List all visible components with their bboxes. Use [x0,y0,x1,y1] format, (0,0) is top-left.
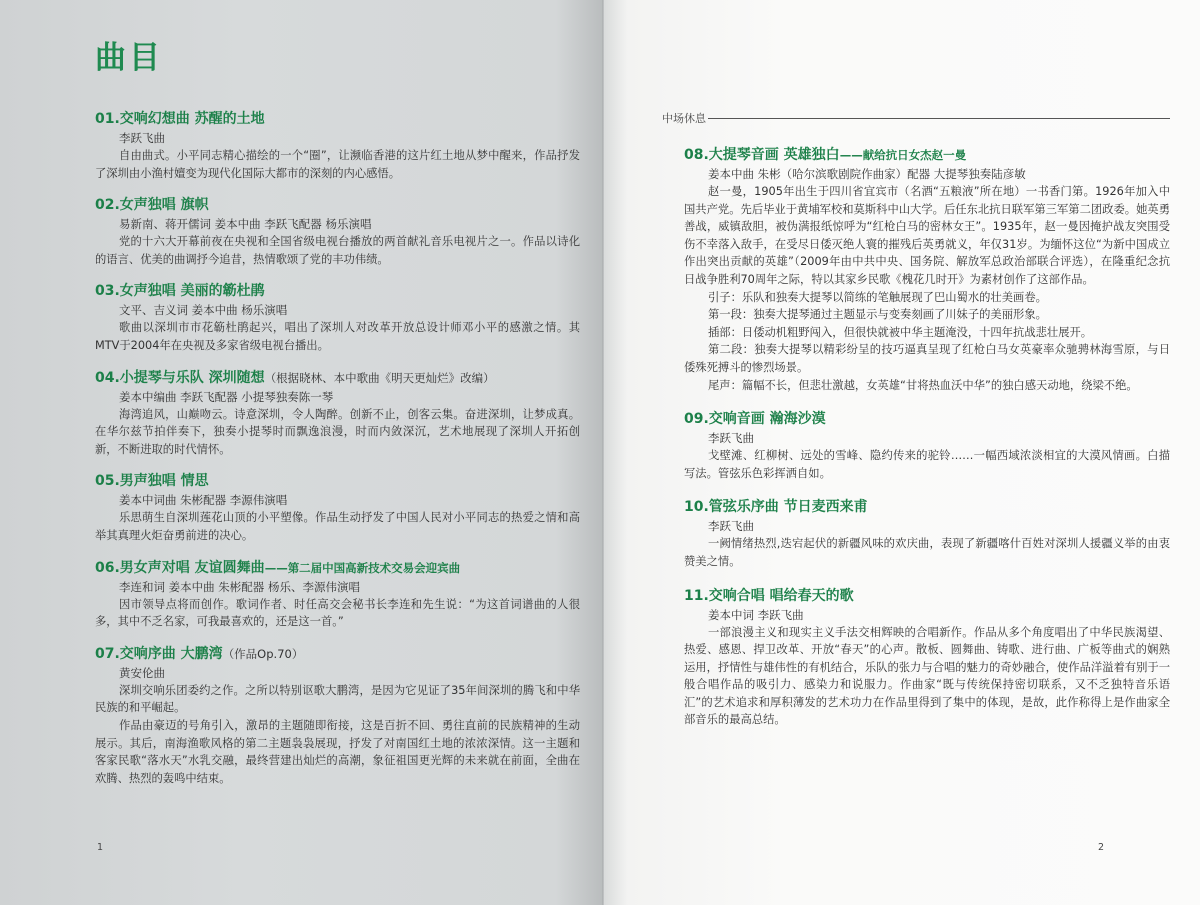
program-item [95,559,580,631]
program-item-description: 歌曲以深圳市市花簕杜鹃起兴，唱出了深圳人对改革开放总设计师邓小平的感激之情。其MTV于2004年在央视及多家省级电视台播出。 [95,321,580,352]
program-item-title: 02.女声独唱 旗帜 [95,197,209,214]
program-item-credit: 李连和词 姜本中曲 朱彬配器 杨乐、李源伟演唱 [119,579,360,594]
program-item-description: 第一段：独奏大提琴通过主题显示与变奏刻画了川妹子的美丽形象。 [708,308,1047,322]
program-item-title-row [684,146,1170,165]
program-item-description: 第二段：独奏大提琴以精彩纷呈的技巧逼真呈现了红枪白马女英豪率众驰骋林海雪原，与日倭殊死搏斗的惨烈场景。 [684,343,1170,374]
program-item-description: 乐思萌生自深圳莲花山顶的小平塑像。作品生动抒发了中国人民对小平同志的热爱之情和高举其真理火炬奋勇前进的决心。 [95,511,580,542]
right-page [604,0,1200,905]
program-item-title-note: （作品Op.70） [222,646,304,661]
program-item-title: 10.管弦乐序曲 节日麦西来甫 [684,499,868,516]
program-item-credit: 易新南、蒋开儒词 姜本中曲 李跃飞配器 杨乐演唱 [119,217,372,232]
program-item-credit: 文平、吉义词 姜本中曲 杨乐演唱 [119,303,288,318]
program-item [95,196,580,268]
program-item-title-note: （根据晓林、本中歌曲《明天更灿烂》改编） [264,370,495,385]
program-item [684,587,1170,730]
program-item-credit: 黄安伦曲 [119,665,165,680]
program-item-subtitle: ——献给抗日女杰赵一曼 [839,148,967,162]
program-item-description: 深圳交响乐团委约之作。之所以特别讴歌大鹏湾，是因为它见证了35年间深圳的腾飞和中华民族的和平崛起。 [95,683,580,715]
program-item-subtitle: ——第二届中国高新技术交易会迎宾曲 [264,560,461,575]
program-item-description: 引子：乐队和独奏大提琴以简练的笔触展现了巴山蜀水的壮美画卷。 [708,290,1047,304]
program-item-credit: 李跃飞曲 [708,431,754,446]
program-item-title: 08.大提琴音画 英雄独白 [684,147,840,163]
program-item-credit: 姜本中词 李跃飞曲 [708,607,804,622]
program-item-title: 06.男女声对唱 友谊圆舞曲 [95,559,265,576]
program-item-description: 自由曲式。小平同志精心描绘的一个“圈”，让濒临香港的这片红土地从梦中醒来，作品抒发了深圳由小渔村嬗变为现代化国际大都市的深刻的内心感悟。 [95,149,580,180]
program-item-description: 作品由豪迈的号角引入，激昂的主题随即衔接，这是百折不回、勇往直前的民族精神的生动展示。其后，南海渔歌风格的第二主题袅袅展现，抒发了对南国红土地的浓浓深情。这一主题和客家民歌“落水天”水乳交融，最终营建出灿烂的高潮，象征祖国更光辉的未来就在前面，全曲在欢腾、热烈的轰鸣中结束。 [95,718,580,785]
program-item-title: 01.交响幻想曲 苏醒的土地 [95,111,265,127]
program-item-description: 一部浪漫主义和现实主义手法交相辉映的合唱新作。作品从多个角度唱出了中华民族渴望、热爱、感恩、捍卫改革、开放“春天”的心声。散板、圆舞曲、铸歌、进行曲、广板等曲式的娴熟运用，抒情性与雄伟性的有机结合，乐队的张力与合唱的魅力的奇妙融合，使作品洋溢着有别于一般合唱作品的吸引力、感染力和说服力。作曲家“既与传统保持密切联系，又不乏独特音乐语汇”的艺术追求和厚积薄发的艺术功力在作品里得到了集中的体现，是故，此作称得上是作曲家全部音乐的最高总结。 [684,625,1170,727]
program-item-title: 11.交响合唱 唱给春天的歌 [684,587,854,604]
program-item-description: 插部：日倭动机粗野闯入，但很快就被中华主题淹没，十四年抗战悲壮展开。 [708,325,1093,339]
program-item-title: 05.男声独唱 情思 [95,473,209,490]
program-item-description: 海湾追风，山巅吻云。诗意深圳，令人陶醉。创新不止，创客云集。奋进深圳，让梦成真。在华尔兹节拍伴奏下，独奏小提琴时而飘逸浪漫，时而内敛深沉，艺术地展现了深圳人开拓创新，不断进取的时代情怀。 [95,407,580,456]
program-item-description: 尾声：篇幅不长，但悲壮激越，女英雄“甘将热血沃中华”的独白感天动地，绕梁不绝。 [708,378,1138,392]
program-item-title: 04.小提琴与乐队 深圳随想 [95,369,265,386]
intermission-label: 中场休息 [662,112,706,125]
program-item-description: 一阙情绪热烈,迭宕起伏的新疆风味的欢庆曲，表现了新疆喀什百姓对深圳人援疆义举的由衷赞美之情。 [684,537,1170,568]
program-item [684,498,1170,570]
program-item-title: 03.女声独唱 美丽的簕杜鹃 [95,283,265,300]
program-item-title-row [95,559,580,578]
page-title: 曲目 [95,40,163,76]
program-item-description: 党的十六大开幕前夜在央视和全国省级电视台播放的两首献礼音乐电视片之一。作品以诗化的语言、优美的曲调抒今追昔，热情歌颂了党的丰功伟绩。 [95,235,580,266]
program-item-title: 09.交响音画 瀚海沙漠 [684,411,826,428]
program-item [95,472,580,544]
program-item [95,369,580,459]
program-item-title-row [95,645,580,664]
program-item [95,645,580,788]
program-item [684,146,1170,394]
program-item-description: 戈壁滩、红柳树、远处的雪峰、隐约传来的驼铃……一幅西域浓淡相宜的大漠风情画。白描写法。管弦乐色彩挥洒自如。 [684,449,1170,480]
program-item-title-row [95,369,580,388]
program-item-title: 07.交响序曲 大鹏湾 [95,645,223,662]
program-item-credit: 姜本中曲 朱彬（哈尔滨歌剧院作曲家）配器 大提琴独奏陆彦敏 [708,167,1026,181]
program-item [95,110,580,182]
program-item-credit: 姜本中词曲 朱彬配器 李源伟演唱 [119,493,288,508]
divider-rule [708,118,1170,119]
program-item [95,282,580,354]
page-number: 2 [1097,842,1104,853]
program-item-credit: 姜本中编曲 李跃飞配器 小提琴独奏陈一琴 [119,389,334,404]
intermission-divider [662,110,1170,126]
program-item-credit: 李跃飞曲 [119,131,165,145]
program-item-description: 赵一曼，1905年出生于四川省宜宾市（名酒“五粮液”所在地）一书香门第。1926年加入中国共产党。先后毕业于黄埔军校和莫斯科中山大学。后任东北抗日联军第三军第二团政委。她英勇善战，威镇敌胆，被伪满报纸惊呼为“红枪白马的密林女王”。1935年，赵一曼因掩护战友突围受伤不幸落入敌手，在受尽日倭灭绝人寰的摧残后英勇就义，年仅31岁。为缅怀这位“为新中国成立作出突出贡献的英雄”（2009年由中共中央、国务院、解放军总政治部联合评选），在隆重纪念抗日战争胜利70周年之际，特以其家乡民歌《槐花几时开》为素材创作了这部作品。 [684,185,1170,286]
program-item [684,410,1170,482]
program-item-credit: 李跃飞曲 [708,519,754,534]
page-number: 1 [97,842,104,853]
program-item-description: 因市领导点将而创作。歌词作者、时任高交会秘书长李连和先生说：“为这首词谱曲的人很多，其中不乏名家，可我最喜欢的，还是这一首。” [95,597,580,629]
